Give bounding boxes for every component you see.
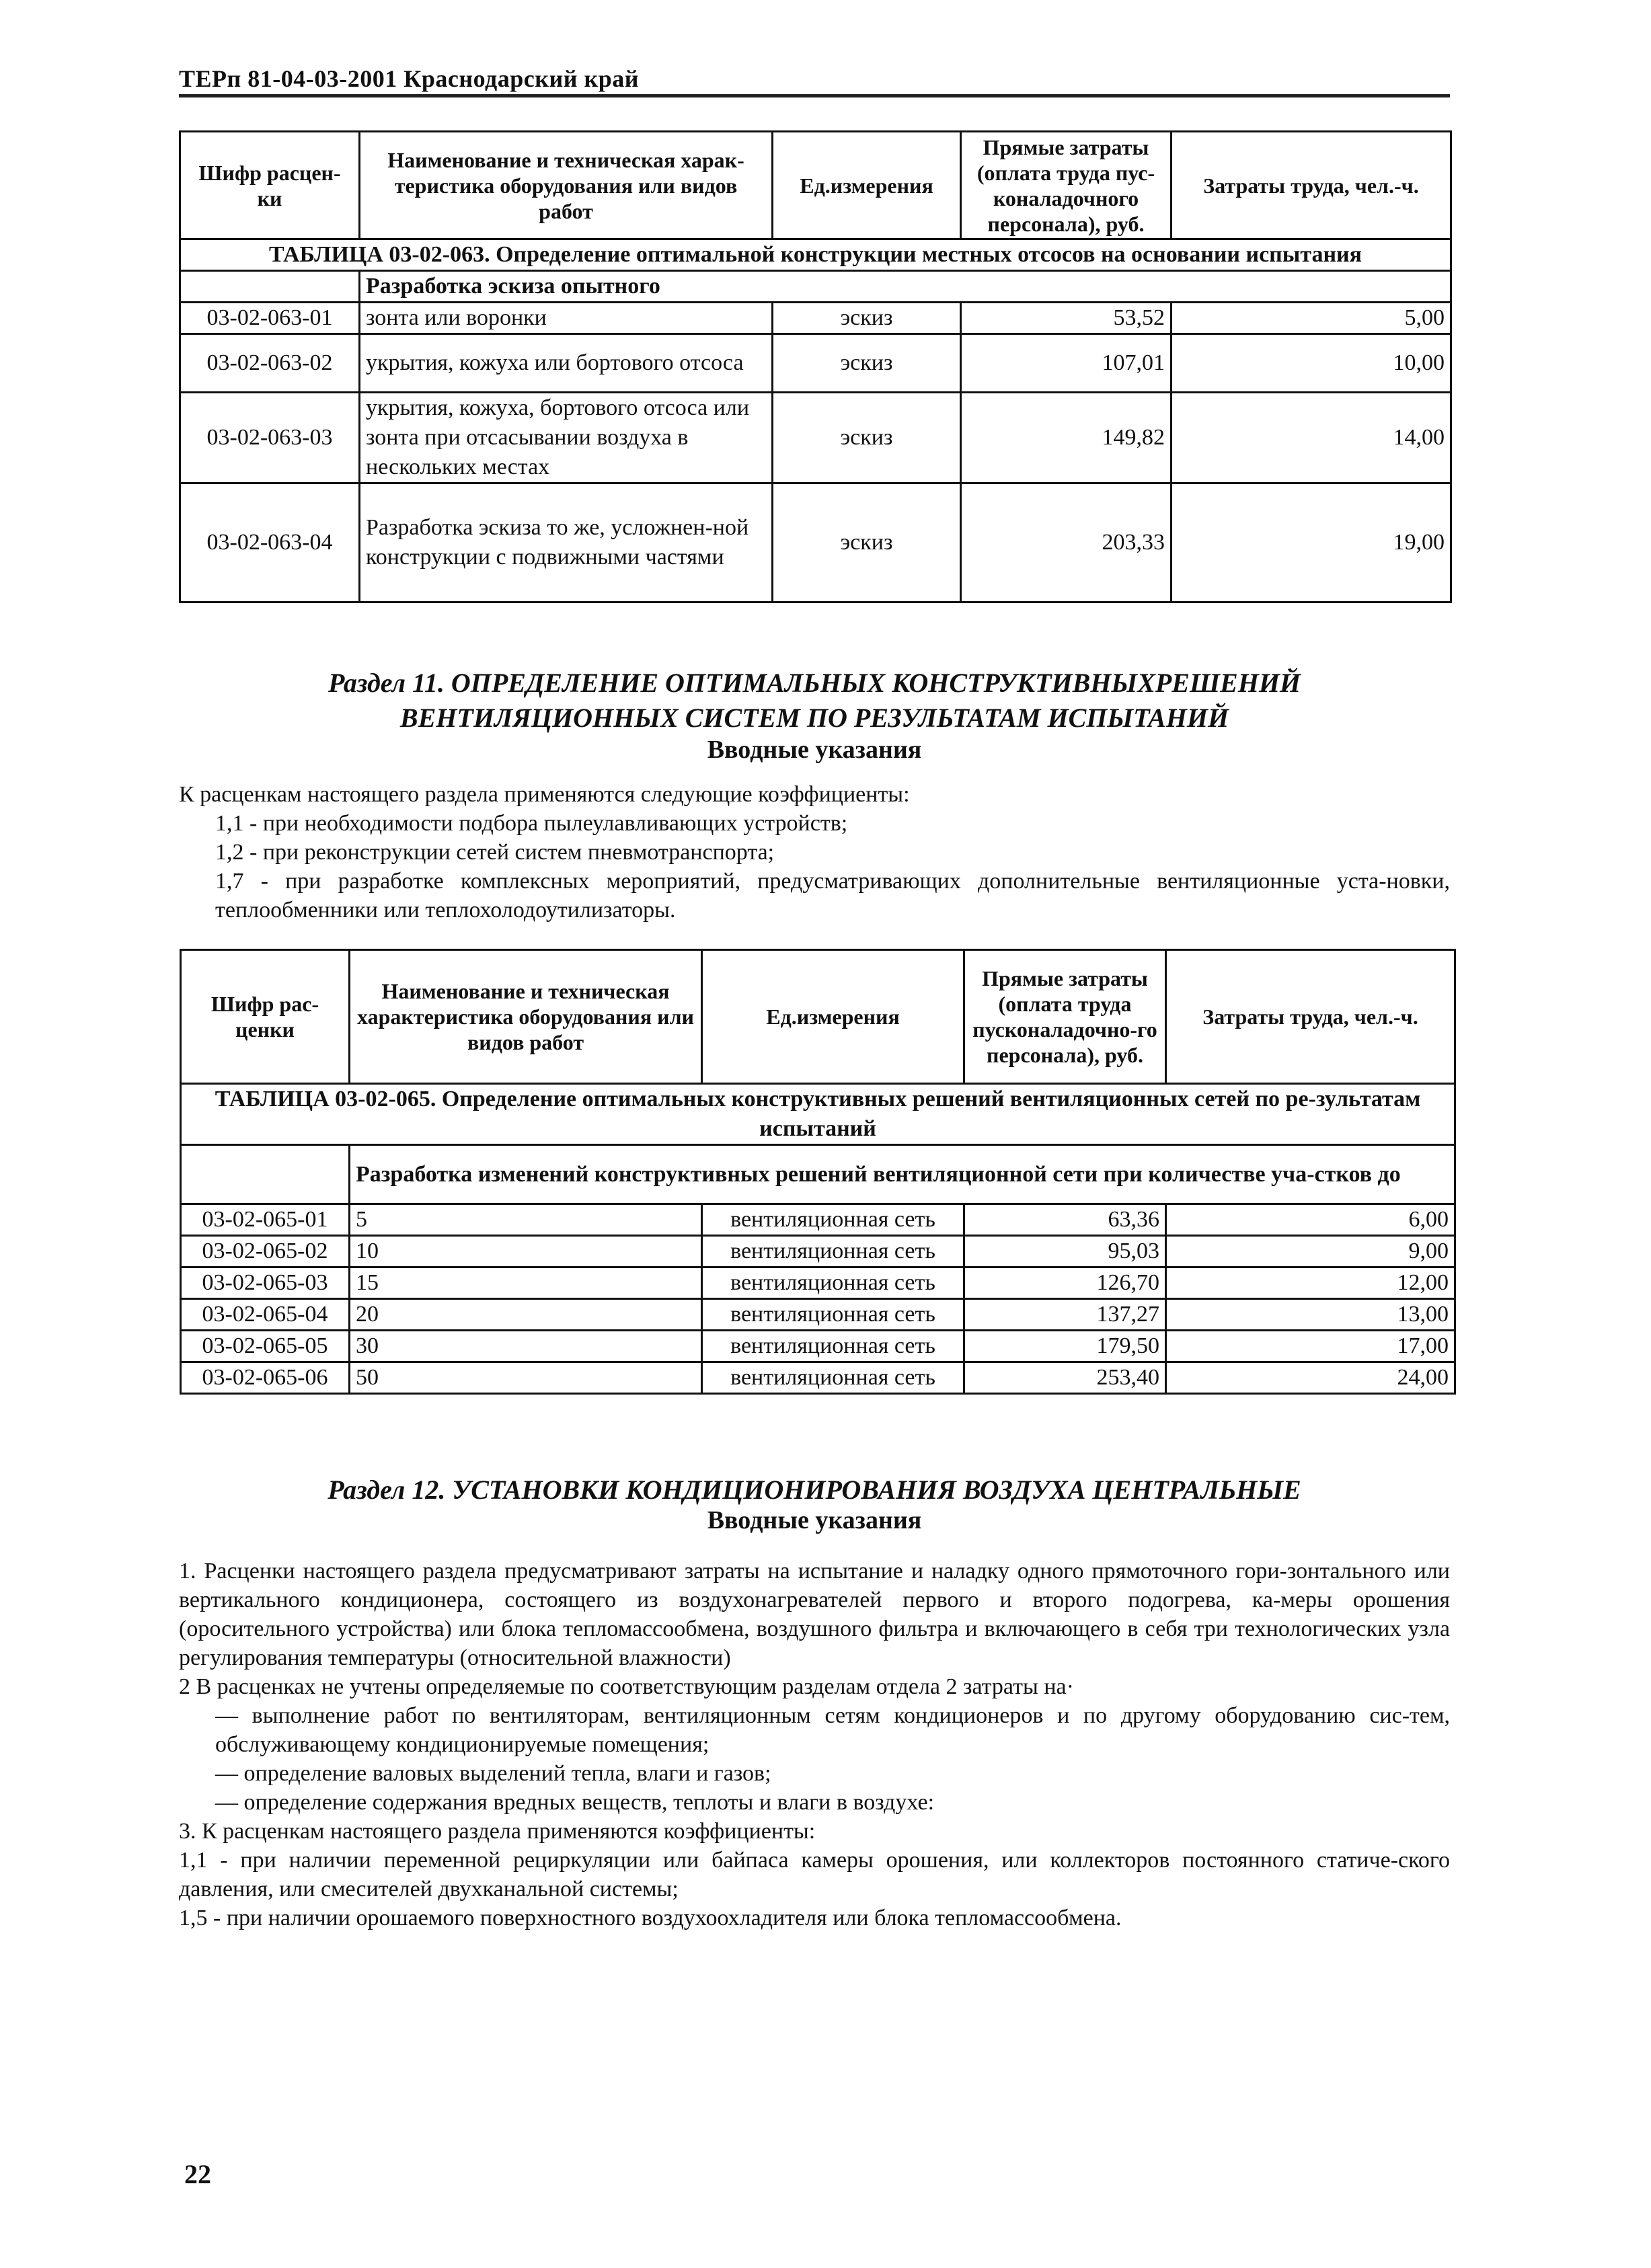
- coefficient-item: 1,1 - при наличии переменной рециркуляции или байпаса камеры орошения, или коллекторов постоянного статиче-ского давления, или смесителей двухканальной системы;: [179, 1848, 1450, 1902]
- empty-cell: [180, 271, 360, 303]
- row-unit: эскиз: [773, 334, 961, 393]
- table-row: [180, 303, 1451, 334]
- exclusion-item: — определение валовых выделений тепла, влаги и газов;: [215, 1761, 771, 1786]
- row-code: 03-02-065-02: [181, 1236, 350, 1267]
- row-cost: 63,36: [964, 1204, 1166, 1236]
- row-cost: 53,52: [961, 303, 1172, 334]
- section-12-body: [179, 1557, 1450, 1932]
- col-header-code: Шифр рас-ценки: [181, 950, 350, 1084]
- col-header-name: Наименование и техническая характеристика оборудования или видов работ: [350, 950, 702, 1084]
- section-11-subtitle: Вводные указания: [707, 736, 922, 764]
- row-labor: 10,00: [1172, 334, 1451, 393]
- section-11-title-line2: ВЕНТИЛЯЦИОННЫХ СИСТЕМ ПО РЕЗУЛЬТАТАМ ИСПЫТАНИЙ: [399, 703, 1229, 733]
- col-header-cost: Прямые затраты (оплата труда пус-коналадочного персонала), руб.: [961, 132, 1172, 239]
- section-12-p2: 2 В расценках не учтены определяемые по соответствующим разделам отдела 2 затраты на·: [179, 1674, 1074, 1699]
- row-code: 03-02-063-03: [180, 393, 360, 483]
- table-03-02-065: [180, 949, 1456, 1395]
- row-name: Разработка эскиза то же, усложнен-ной конструкции с подвижными частями: [360, 483, 773, 602]
- row-unit: вентиляционная сеть: [702, 1267, 964, 1299]
- table-row: [181, 1236, 1455, 1267]
- row-unit: вентиляционная сеть: [702, 1331, 964, 1362]
- page-number: 22: [184, 2159, 211, 2189]
- table-title: ТАБЛИЦА 03-02-063. Определение оптимальной конструкции местных отсосов на основании испытания: [180, 239, 1451, 271]
- exclusion-item: — определение содержания вредных веществ, теплоты и влаги в воздухе:: [215, 1790, 935, 1815]
- exclusion-item: — выполнение работ по вентиляторам, вентиляционным сетям кондиционеров и по другому оборудованию сис-тем, обслуживающему кондиционируемые помещения;: [215, 1703, 1450, 1757]
- row-cost: 203,33: [961, 483, 1172, 602]
- row-labor: 9,00: [1166, 1236, 1455, 1267]
- col-header-unit: Ед.измерения: [702, 950, 964, 1084]
- col-header-labor: Затраты труда, чел.-ч.: [1172, 132, 1451, 239]
- row-name: 10: [350, 1236, 702, 1267]
- table-header-row: [181, 950, 1455, 1084]
- table-row: [180, 334, 1451, 393]
- row-code: 03-02-063-04: [180, 483, 360, 602]
- table-row: [180, 483, 1451, 602]
- coefficient-item: 1,5 - при наличии орошаемого поверхностного воздухоохладителя или блока тепломассообмена.: [179, 1906, 1122, 1930]
- table-row: [181, 1267, 1455, 1299]
- row-name: 5: [350, 1204, 702, 1236]
- row-unit: вентиляционная сеть: [702, 1204, 964, 1236]
- table-subheader: Разработка эскиза опытного: [360, 271, 1451, 303]
- row-name: укрытия, кожуха, бортового отсоса или зонта при отсасывании воздуха в нескольких местах: [360, 393, 773, 483]
- row-cost: 126,70: [964, 1267, 1166, 1299]
- row-code: 03-02-065-06: [181, 1362, 350, 1394]
- empty-cell: [181, 1145, 350, 1204]
- table-subheader: Разработка изменений конструктивных решений вентиляционной сети при количестве уча-стков до: [350, 1145, 1455, 1204]
- page-header-title: ТЕРп 81-04-03-2001 Краснодарский край: [179, 65, 639, 92]
- row-labor: 13,00: [1166, 1299, 1455, 1331]
- header-rule: [179, 94, 1450, 97]
- col-header-cost: Прямые затраты (оплата труда пусконаладочно-го персонала), руб.: [964, 950, 1166, 1084]
- row-unit: вентиляционная сеть: [702, 1299, 964, 1331]
- table-row: [180, 393, 1451, 483]
- row-unit: эскиз: [773, 303, 961, 334]
- row-name: укрытия, кожуха или бортового отсоса: [360, 334, 773, 393]
- col-header-code: Шифр расцен-ки: [180, 132, 360, 239]
- section-12-subtitle: Вводные указания: [707, 1506, 922, 1534]
- row-unit: эскиз: [773, 393, 961, 483]
- row-name: 15: [350, 1267, 702, 1299]
- row-name: 20: [350, 1299, 702, 1331]
- row-labor: 14,00: [1172, 393, 1451, 483]
- section-12-p1: 1. Расценки настоящего раздела предусматривают затраты на испытание и наладку одного прямоточного гори-зонтального или вертикального кондиционера, состоящего из воздухонагревателей первого и второго подогрева, ка-меры орошения (оросительного устройства) или блока тепломассообмена, воздушного фильтра и включающего в себя три технологических узла регулирования температуры (относительной влажности): [179, 1559, 1450, 1670]
- row-code: 03-02-063-01: [180, 303, 360, 334]
- row-labor: 6,00: [1166, 1204, 1455, 1236]
- row-code: 03-02-065-01: [181, 1204, 350, 1236]
- row-unit: вентиляционная сеть: [702, 1362, 964, 1394]
- section-11-title-line1: Раздел 11. ОПРЕДЕЛЕНИЕ ОПТИМАЛЬНЫХ КОНСТРУКТИВНЫХРЕШЕНИЙ: [328, 668, 1301, 698]
- table-03-02-063: [179, 130, 1452, 603]
- coefficient-item: 1,7 - при разработке комплексных мероприятий, предусматривающих дополнительные вентиляционные уста-новки, теплообменники или теплохолодоутилизаторы.: [215, 869, 1450, 923]
- coefficient-item: 1,1 - при необходимости подбора пылеулавливающих устройств;: [215, 811, 848, 836]
- coefficient-item: 1,2 - при реконструкции сетей систем пневмотранспорта;: [215, 840, 775, 865]
- table-subheader-row: [180, 271, 1451, 303]
- row-cost: 179,50: [964, 1331, 1166, 1362]
- col-header-unit: Ед.измерения: [773, 132, 961, 239]
- row-name: 30: [350, 1331, 702, 1362]
- section-11-body: [179, 780, 1450, 925]
- section-12-title: Раздел 12. УСТАНОВКИ КОНДИЦИОНИРОВАНИЯ ВОЗДУХА ЦЕНТРАЛЬНЫЕ: [328, 1475, 1301, 1505]
- row-labor: 17,00: [1166, 1331, 1455, 1362]
- col-header-name: Наименование и техническая харак-теристика оборудования или видов работ: [360, 132, 773, 239]
- row-cost: 137,27: [964, 1299, 1166, 1331]
- row-labor: 24,00: [1166, 1362, 1455, 1394]
- col-header-labor: Затраты труда, чел.-ч.: [1166, 950, 1455, 1084]
- row-code: 03-02-065-05: [181, 1331, 350, 1362]
- row-unit: эскиз: [773, 483, 961, 602]
- row-name: зонта или воронки: [360, 303, 773, 334]
- table-title-row: [181, 1084, 1455, 1145]
- row-cost: 95,03: [964, 1236, 1166, 1267]
- row-labor: 12,00: [1166, 1267, 1455, 1299]
- row-labor: 5,00: [1172, 303, 1451, 334]
- table-subheader-row: [181, 1145, 1455, 1204]
- table-row: [181, 1331, 1455, 1362]
- table-row: [181, 1204, 1455, 1236]
- row-code: 03-02-065-04: [181, 1299, 350, 1331]
- section-12-p3: 3. К расценкам настоящего раздела применяются коэффициенты:: [179, 1819, 816, 1844]
- table-header-row: [180, 132, 1451, 239]
- row-cost: 107,01: [961, 334, 1172, 393]
- row-code: 03-02-065-03: [181, 1267, 350, 1299]
- row-labor: 19,00: [1172, 483, 1451, 602]
- row-name: 50: [350, 1362, 702, 1394]
- row-cost: 149,82: [961, 393, 1172, 483]
- table-row: [181, 1362, 1455, 1394]
- table-row: [181, 1299, 1455, 1331]
- row-cost: 253,40: [964, 1362, 1166, 1394]
- row-unit: вентиляционная сеть: [702, 1236, 964, 1267]
- row-code: 03-02-063-02: [180, 334, 360, 393]
- section-11-intro: К расценкам настоящего раздела применяются следующие коэффициенты:: [179, 782, 910, 807]
- table-title-row: [180, 239, 1451, 271]
- table-title: ТАБЛИЦА 03-02-065. Определение оптимальных конструктивных решений вентиляционных сетей по ре-зультатам испытаний: [181, 1084, 1455, 1145]
